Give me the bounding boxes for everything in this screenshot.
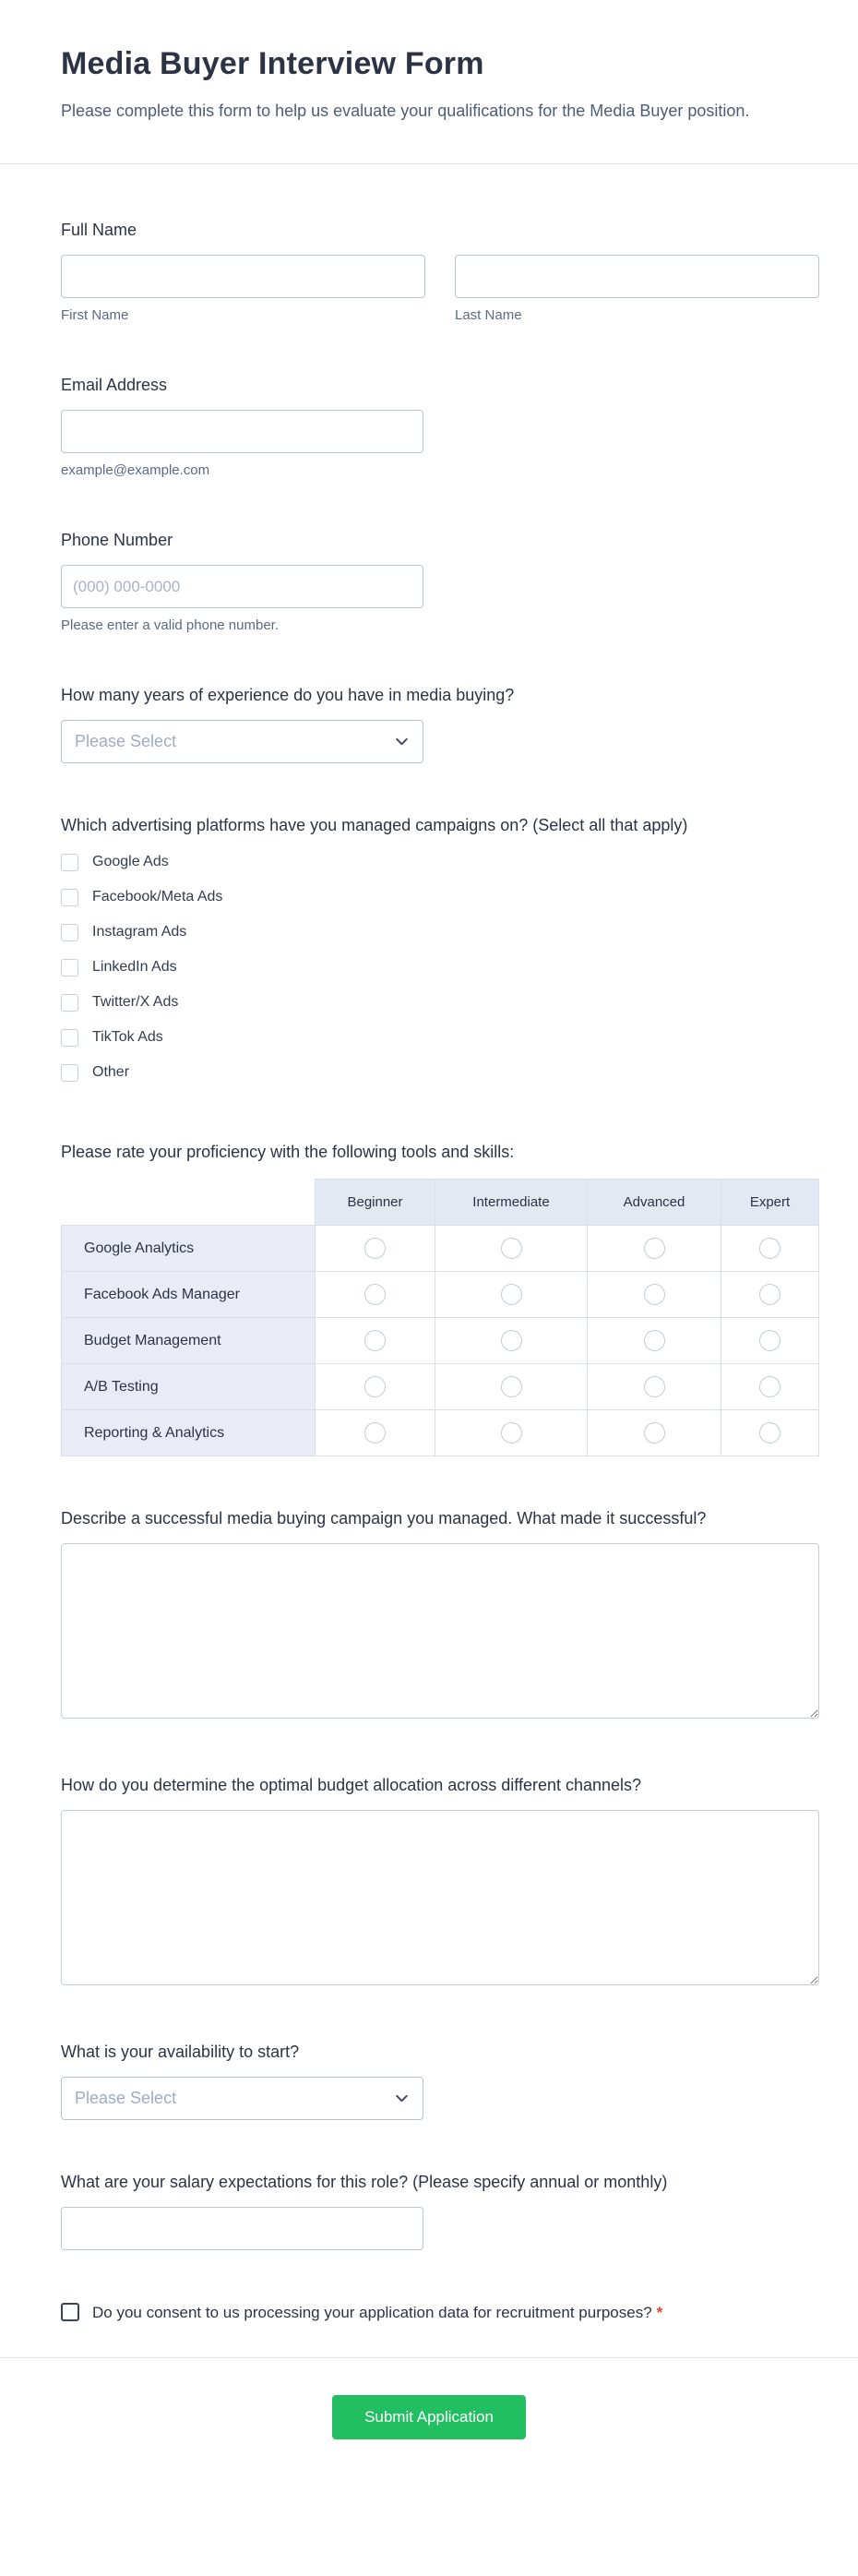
platform-option-row[interactable] xyxy=(61,985,819,1020)
platforms-checkbox-group xyxy=(61,845,819,1090)
radio-button[interactable] xyxy=(501,1376,522,1397)
platform-option-label: TikTok Ads xyxy=(92,1029,163,1045)
matrix-cell[interactable] xyxy=(316,1364,435,1410)
phone-sublabel: Please enter a valid phone number. xyxy=(61,617,279,633)
matrix-row xyxy=(62,1364,819,1410)
matrix-cell[interactable] xyxy=(588,1272,721,1318)
platform-option-row[interactable] xyxy=(61,915,819,950)
budget-label: How do you determine the optimal budget allocation across different channels? xyxy=(61,1776,642,1794)
page-subtitle: Please complete this form to help us evaluate your qualifications for the Media Buyer position. xyxy=(61,102,750,120)
radio-button[interactable] xyxy=(501,1422,522,1444)
matrix-row-label: Facebook Ads Manager xyxy=(62,1272,316,1318)
checkbox-box[interactable] xyxy=(61,994,78,1012)
radio-button[interactable] xyxy=(759,1330,781,1351)
platform-option-row[interactable] xyxy=(61,845,819,880)
radio-button[interactable] xyxy=(501,1284,522,1305)
consent-row[interactable] xyxy=(61,2304,662,2321)
matrix-cell[interactable] xyxy=(316,1318,435,1364)
email-label: Email Address xyxy=(61,376,168,394)
last-name-field xyxy=(455,255,819,323)
radio-button[interactable] xyxy=(364,1330,386,1351)
email-sublabel: example@example.com xyxy=(61,462,210,478)
platform-option-row[interactable] xyxy=(61,1055,819,1090)
matrix-row xyxy=(62,1318,819,1364)
budget-textarea[interactable] xyxy=(61,1810,819,1985)
first-name-field xyxy=(61,255,425,323)
consent-label: Do you consent to us processing your application data for recruitment purposes? xyxy=(92,2304,652,2321)
form-header xyxy=(0,0,858,164)
form-footer xyxy=(0,2357,858,2493)
campaign-textarea[interactable] xyxy=(61,1543,819,1719)
matrix-row-label: A/B Testing xyxy=(62,1364,316,1410)
form-body xyxy=(0,164,858,2357)
required-asterisk: * xyxy=(656,2304,663,2321)
platform-option-row[interactable] xyxy=(61,880,819,915)
consent-checkbox[interactable] xyxy=(61,2303,79,2321)
name-row xyxy=(61,255,819,323)
matrix-cell[interactable] xyxy=(588,1226,721,1272)
availability-select-value: Please Select xyxy=(75,2089,177,2107)
chevron-down-icon xyxy=(394,2091,410,2106)
radio-button[interactable] xyxy=(501,1330,522,1351)
matrix-column-header: Intermediate xyxy=(435,1180,588,1226)
matrix-column-header: Advanced xyxy=(588,1180,721,1226)
platform-option-row[interactable] xyxy=(61,950,819,985)
platform-option-label: Twitter/X Ads xyxy=(92,994,179,1010)
radio-button[interactable] xyxy=(644,1284,665,1305)
chevron-down-icon xyxy=(394,734,410,749)
matrix-row xyxy=(62,1272,819,1318)
radio-button[interactable] xyxy=(364,1422,386,1444)
radio-button[interactable] xyxy=(644,1422,665,1444)
radio-button[interactable] xyxy=(644,1238,665,1259)
checkbox-box[interactable] xyxy=(61,854,78,871)
radio-button[interactable] xyxy=(759,1376,781,1397)
matrix-cell[interactable] xyxy=(588,1364,721,1410)
matrix-cell[interactable] xyxy=(435,1364,588,1410)
matrix-cell[interactable] xyxy=(721,1226,819,1272)
campaign-label: Describe a successful media buying campaign you managed. What made it successful? xyxy=(61,1509,707,1528)
proficiency-matrix xyxy=(61,1179,819,1456)
radio-button[interactable] xyxy=(759,1238,781,1259)
matrix-cell[interactable] xyxy=(588,1318,721,1364)
matrix-row xyxy=(62,1226,819,1272)
first-name-sublabel: First Name xyxy=(61,307,129,323)
question-availability xyxy=(61,2040,819,2120)
last-name-sublabel: Last Name xyxy=(455,307,522,323)
radio-button[interactable] xyxy=(759,1422,781,1444)
phone-label: Phone Number xyxy=(61,531,173,549)
matrix-column-header: Expert xyxy=(721,1180,819,1226)
matrix-cell[interactable] xyxy=(435,1318,588,1364)
platform-option-label: Other xyxy=(92,1064,130,1080)
matrix-row-label: Reporting & Analytics xyxy=(62,1410,316,1456)
checkbox-box[interactable] xyxy=(61,1064,78,1082)
first-name-input[interactable] xyxy=(61,255,425,298)
radio-button[interactable] xyxy=(644,1376,665,1397)
matrix-cell[interactable] xyxy=(721,1364,819,1410)
salary-label: What are your salary expectations for this role? (Please specify annual or monthly) xyxy=(61,2173,668,2191)
checkbox-box[interactable] xyxy=(61,1029,78,1047)
platform-option-row[interactable] xyxy=(61,1020,819,1055)
platform-option-label: Facebook/Meta Ads xyxy=(92,889,223,905)
page-title: Media Buyer Interview Form xyxy=(61,46,484,81)
submit-button[interactable]: Submit Application xyxy=(332,2395,526,2439)
matrix-corner-cell xyxy=(62,1180,316,1226)
matrix-cell[interactable] xyxy=(435,1410,588,1456)
full-name-label: Full Name xyxy=(61,221,137,239)
matrix-row-label: Google Analytics xyxy=(62,1226,316,1272)
matrix-cell[interactable] xyxy=(316,1226,435,1272)
checkbox-box[interactable] xyxy=(61,924,78,941)
matrix-cell[interactable] xyxy=(435,1226,588,1272)
question-budget xyxy=(61,1773,819,1990)
radio-button[interactable] xyxy=(759,1284,781,1305)
proficiency-label: Please rate your proficiency with the following tools and skills: xyxy=(61,1143,515,1161)
experience-label: How many years of experience do you have in media buying? xyxy=(61,686,515,704)
matrix-row-label: Budget Management xyxy=(62,1318,316,1364)
platform-option-label: Google Ads xyxy=(92,854,169,869)
radio-button[interactable] xyxy=(364,1284,386,1305)
matrix-row xyxy=(62,1410,819,1456)
matrix-cell[interactable] xyxy=(316,1272,435,1318)
experience-select-value: Please Select xyxy=(75,732,177,750)
matrix-cell[interactable] xyxy=(721,1318,819,1364)
question-phone xyxy=(61,528,819,633)
matrix-cell[interactable] xyxy=(721,1410,819,1456)
radio-button[interactable] xyxy=(644,1330,665,1351)
radio-button[interactable] xyxy=(501,1238,522,1259)
question-full-name xyxy=(61,218,819,323)
checkbox-box[interactable] xyxy=(61,959,78,976)
radio-button[interactable] xyxy=(364,1376,386,1397)
question-campaign xyxy=(61,1506,819,1723)
platform-option-label: Instagram Ads xyxy=(92,924,187,940)
phone-input[interactable] xyxy=(61,565,423,608)
question-proficiency xyxy=(61,1140,819,1456)
platforms-label: Which advertising platforms have you managed campaigns on? (Select all that apply) xyxy=(61,816,688,834)
email-input[interactable] xyxy=(61,410,423,453)
question-email xyxy=(61,373,819,478)
availability-select[interactable] xyxy=(61,2077,423,2120)
matrix-column-header: Beginner xyxy=(316,1180,435,1226)
matrix-cell[interactable] xyxy=(435,1272,588,1318)
matrix-cell[interactable] xyxy=(721,1272,819,1318)
question-salary xyxy=(61,2170,819,2250)
matrix-cell[interactable] xyxy=(316,1410,435,1456)
availability-label: What is your availability to start? xyxy=(61,2043,300,2061)
experience-select[interactable] xyxy=(61,720,423,763)
question-experience xyxy=(61,683,819,763)
checkbox-box[interactable] xyxy=(61,889,78,906)
platform-option-label: LinkedIn Ads xyxy=(92,959,177,975)
question-platforms xyxy=(61,813,819,1090)
last-name-input[interactable] xyxy=(455,255,819,298)
salary-input[interactable] xyxy=(61,2207,423,2250)
radio-button[interactable] xyxy=(364,1238,386,1259)
matrix-cell[interactable] xyxy=(588,1410,721,1456)
